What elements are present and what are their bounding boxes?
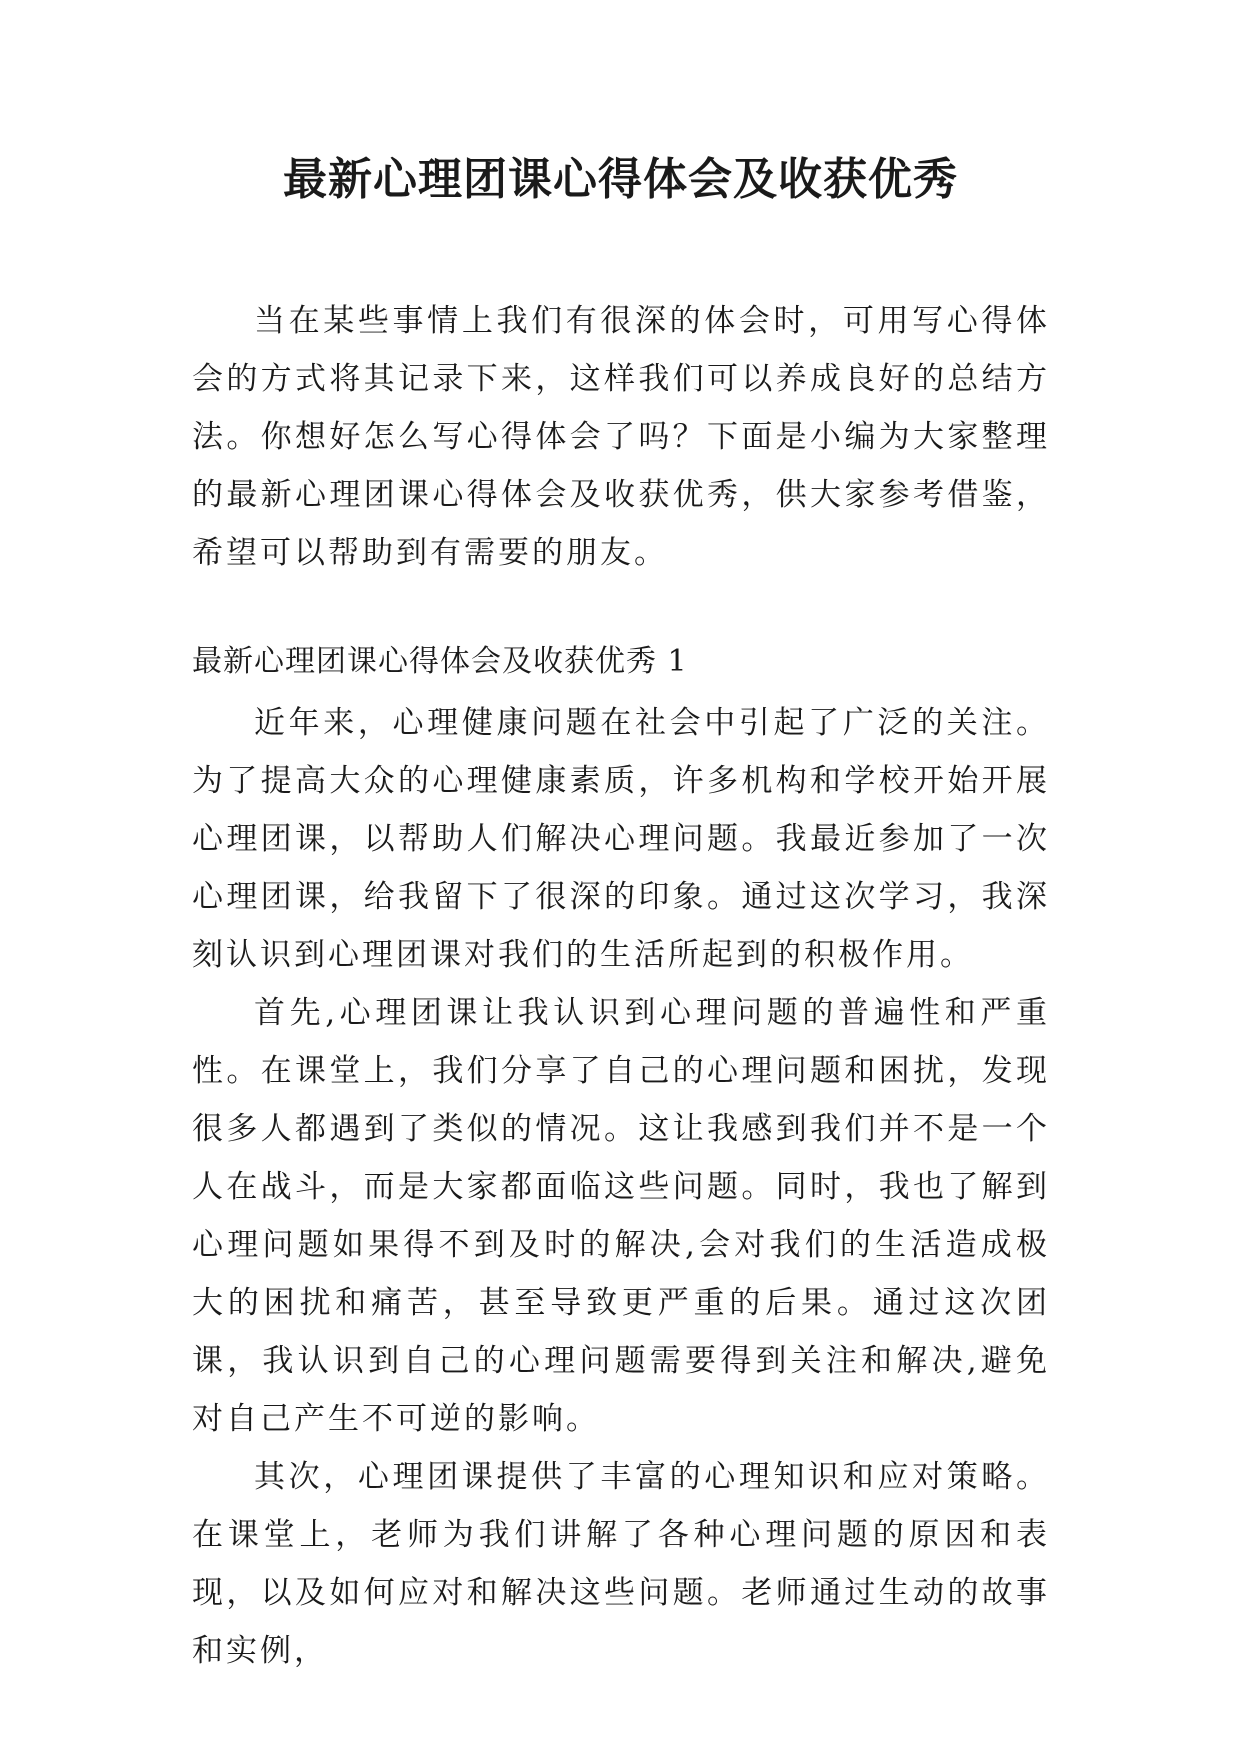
body-paragraph-1: 近年来，心理健康问题在社会中引起了广泛的关注。为了提高大众的心理健康素质，许多机构和学校开始开展心理团课，以帮助人们解决心理问题。我最近参加了一次心理团课，给我留下了很深的印象。通过这次学习，我深刻认识到心理团课对我们的生活所起到的积极作用。 <box>192 705 1050 973</box>
intro-block <box>192 292 1050 582</box>
body-paragraph-2: 首先,心理团课让我认识到心理问题的普遍性和严重性。在课堂上，我们分享了自己的心理问题和困扰，发现很多人都遇到了类似的情况。这让我感到我们并不是一个人在战斗，而是大家都面临这些问题。同时，我也了解到心理问题如果得不到及时的解决,会对我们的生活造成极大的困扰和痛苦，甚至导致更严重的后果。通过这次团课，我认识到自己的心理问题需要得到关注和解决,避免对自己产生不可逆的影响。 <box>192 995 1050 1437</box>
section-heading: 最新心理团课心得体会及收获优秀 1 <box>192 644 688 679</box>
document-title: 最新心理团课心得体会及收获优秀 <box>283 154 958 205</box>
body-paragraph-3: 其次，心理团课提供了丰富的心理知识和应对策略。在课堂上，老师为我们讲解了各种心理问题的原因和表现，以及如何应对和解决这些问题。老师通过生动的故事和实例， <box>192 1459 1050 1669</box>
intro-paragraph: 当在某些事情上我们有很深的体会时，可用写心得体会的方式将其记录下来，这样我们可以养成良好的总结方法。你想好怎么写心得体会了吗？下面是小编为大家整理的最新心理团课心得体会及收获优秀，供大家参考借鉴，希望可以帮助到有需要的朋友。 <box>192 303 1050 571</box>
section-content <box>192 694 1050 1680</box>
